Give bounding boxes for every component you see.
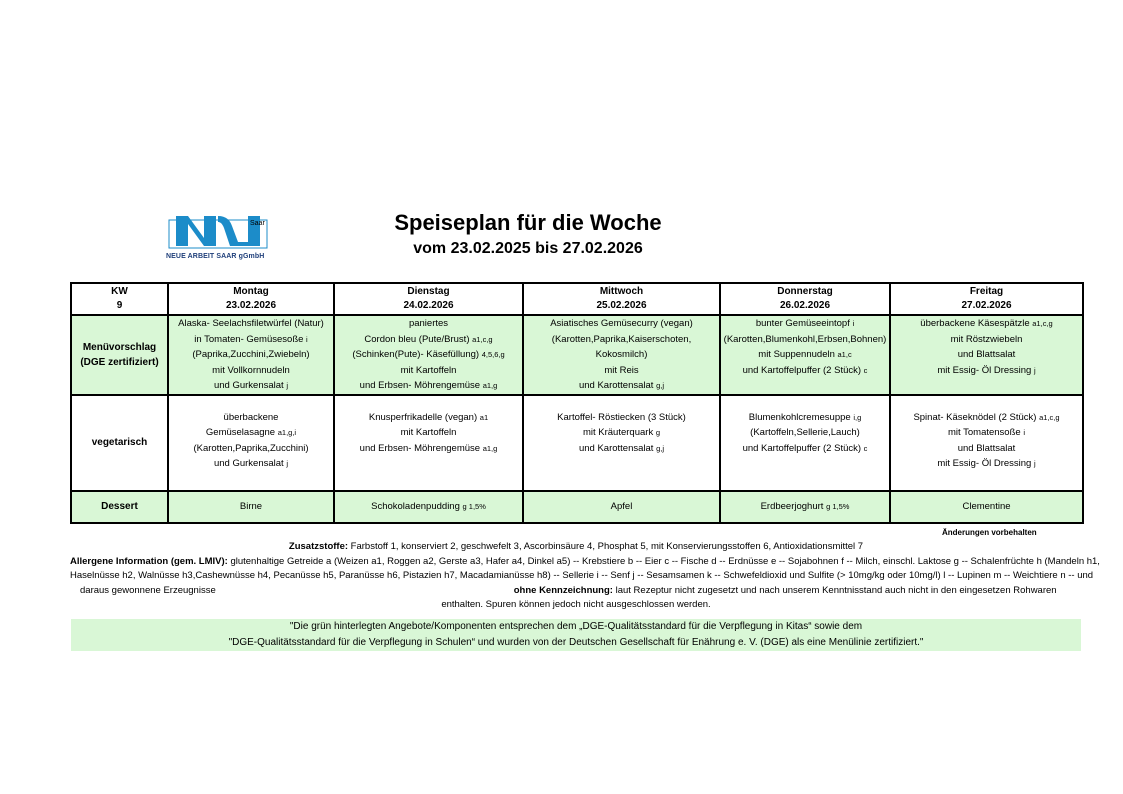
dish-text: mit Kartoffeln bbox=[400, 364, 457, 376]
dish-line bbox=[893, 363, 1080, 379]
menu-cell bbox=[334, 315, 523, 395]
allergen-codes: c bbox=[863, 365, 868, 375]
allergen-codes: i,g bbox=[853, 412, 862, 422]
day-name: Mittwoch bbox=[599, 286, 644, 297]
allergens-line-3 bbox=[70, 584, 1082, 599]
dish-text: mit Kartoffeln bbox=[400, 427, 457, 438]
dish-text: in Tomaten- Gemüsesoße bbox=[194, 333, 304, 345]
dish-line bbox=[893, 456, 1080, 472]
dish-line bbox=[723, 441, 887, 457]
dish-text: (Karotten,Paprika,Zucchini) bbox=[193, 442, 309, 454]
additives-label: Zusatzstoffe: bbox=[288, 541, 349, 552]
menu-label-line: (DGE zertifiziert) bbox=[80, 356, 159, 368]
dge-note-line-1: "Die grün hinterlegten Angebote/Komponenten entsprechen dem „DGE-Qualitätsstandard für die Verpflegung in Kitas“ sowie dem bbox=[289, 621, 863, 632]
dish-text: mit Vollkornnudeln bbox=[212, 364, 290, 376]
allergen-codes: g,j bbox=[656, 443, 665, 453]
dish-text: überbackene bbox=[223, 411, 279, 423]
title-main: Speiseplan für die Woche bbox=[394, 210, 662, 235]
dish-text: und Erbsen- Möhrengemüse bbox=[359, 442, 481, 454]
dish-line bbox=[723, 410, 887, 426]
kw-label: KW bbox=[111, 286, 128, 297]
kw-number: 9 bbox=[116, 300, 123, 311]
vegetarian-row bbox=[71, 395, 1083, 491]
dessert-cell bbox=[168, 491, 334, 523]
dish-text: mit Reis bbox=[604, 364, 639, 376]
dish-text: (Kartoffeln,Sellerie,Lauch) bbox=[750, 427, 860, 438]
dish-line bbox=[526, 347, 717, 363]
menu-cell bbox=[890, 315, 1083, 395]
dish-line bbox=[526, 425, 717, 441]
dish-text: (Karotten,Paprika,Kaiserschoten, bbox=[551, 333, 692, 345]
allergen-codes: c bbox=[863, 443, 868, 453]
allergen-codes: g 1,5% bbox=[462, 501, 486, 511]
dish-text: und Karottensalat bbox=[578, 442, 654, 454]
dessert-cell bbox=[334, 491, 523, 523]
dish-text: und Gurkensalat bbox=[213, 380, 284, 391]
vegetarian-cell bbox=[168, 395, 334, 491]
day-header bbox=[168, 283, 334, 315]
allergen-codes: i bbox=[852, 319, 855, 328]
menu-row-label bbox=[71, 315, 168, 395]
allergen-codes: a1 bbox=[479, 412, 489, 422]
allergen-codes: i bbox=[1023, 428, 1025, 437]
dish-line bbox=[893, 441, 1080, 457]
dish-line bbox=[893, 410, 1080, 426]
dish-text: Alaska- Seelachsfiletwürfel (Natur) bbox=[178, 318, 324, 329]
title-date-range: vom 23.02.2025 bis 27.02.2026 bbox=[413, 240, 643, 257]
dish-line bbox=[337, 425, 520, 441]
dessert-cell bbox=[720, 491, 890, 523]
allergen-codes: a1,g,i bbox=[277, 428, 297, 437]
dish-text: (Karotten,Blumenkohl,Erbsen,Bohnen) bbox=[723, 333, 887, 345]
dish-text: paniertes bbox=[408, 318, 449, 329]
dish-line bbox=[723, 316, 887, 332]
dish-line bbox=[893, 332, 1080, 348]
dish-line bbox=[723, 347, 887, 363]
additives-text: Farbstoff 1, konserviert 2, geschwefelt 3, Ascorbinsäure 4, Phosphat 5, mit Konservierungsstoffen 6, Antioxidationsmittel 7 bbox=[348, 541, 864, 552]
dessert-cell bbox=[890, 491, 1083, 523]
dessert-row-label: Dessert bbox=[71, 491, 168, 523]
dessert-text: Clementine bbox=[962, 500, 1011, 512]
allergens-line-2: Haselnüsse h2, Walnüsse h3,Cashewnüsse h4, Pecanüsse h5, Paranüsse h6, Pistazien h7, Macadamianüsse h8) -- Sellerie i -- Senf j -- Sesamsamen k -- Schwefeldioxid und Sulfite (> 10mg/kg oder 10mg/l) l -- Lupinen m -- Weichtiere n -- und bbox=[70, 570, 1094, 581]
dish-line bbox=[171, 363, 331, 379]
allergen-codes: i bbox=[306, 334, 308, 344]
dessert-text: Birne bbox=[239, 500, 263, 512]
menu-cell bbox=[168, 315, 334, 395]
no-mark-line-2: enthalten. Spuren können jedoch nicht ausgeschlossen werden. bbox=[441, 599, 711, 610]
allergen-codes: j bbox=[286, 459, 289, 468]
dish-line bbox=[171, 456, 331, 472]
dish-text: Kokosmilch) bbox=[595, 349, 648, 360]
dish-line bbox=[171, 441, 331, 457]
dish-line bbox=[171, 425, 331, 441]
allergens-label: Allergene Information (gem. LMIV): bbox=[70, 555, 228, 567]
day-date: 24.02.2026 bbox=[403, 300, 454, 311]
dish-text: mit Essig- Öl Dressing bbox=[937, 364, 1032, 376]
dish-line bbox=[171, 378, 331, 394]
dish-line bbox=[526, 332, 717, 348]
allergen-codes: j bbox=[1033, 459, 1036, 468]
dish-line bbox=[526, 316, 717, 332]
vegetarian-cell bbox=[720, 395, 890, 491]
changes-note: Änderungen vorbehalten bbox=[942, 528, 1037, 537]
dish-text: Blumenkohlcremesuppe bbox=[748, 411, 851, 423]
allergen-codes: a1,c,g bbox=[1032, 319, 1053, 328]
dish-text: überbackene Käsespätzle bbox=[920, 318, 1030, 329]
dessert-cell bbox=[523, 491, 720, 523]
no-mark-text: laut Rezeptur nicht zugesetzt und nach unserem Kenntnisstand auch nicht in den eingesetzen Rohwaren bbox=[612, 584, 1057, 596]
logo-graphic bbox=[166, 212, 270, 252]
dish-text: Cordon bleu (Pute/Brust) bbox=[364, 333, 470, 345]
vegetarian-cell bbox=[890, 395, 1083, 491]
dge-certification-note bbox=[71, 619, 1081, 651]
dish-line bbox=[337, 363, 520, 379]
dish-line bbox=[171, 347, 331, 363]
dish-line bbox=[171, 316, 331, 332]
allergens-line-1 bbox=[70, 555, 1100, 570]
dish-line bbox=[723, 425, 887, 441]
allergen-codes: g,j bbox=[656, 381, 665, 390]
menu-cell bbox=[523, 315, 720, 395]
dish-text: (Schinken(Pute)- Käsefüllung) bbox=[352, 349, 480, 360]
logo-org-text: NEUE ARBEIT SAAR gGmbH bbox=[166, 253, 265, 260]
dessert-text: Apfel bbox=[610, 500, 633, 512]
dish-text: Spinat- Käseknödel (2 Stück) bbox=[913, 411, 1037, 423]
dish-text: und Blattsalat bbox=[957, 442, 1016, 454]
dish-line bbox=[337, 378, 520, 394]
company-logo bbox=[166, 212, 276, 268]
day-header bbox=[720, 283, 890, 315]
dish-line bbox=[723, 332, 887, 348]
day-date: 26.02.2026 bbox=[779, 300, 831, 311]
day-date: 25.02.2026 bbox=[596, 300, 647, 311]
day-name: Montag bbox=[233, 286, 269, 297]
day-header bbox=[334, 283, 523, 315]
dish-line bbox=[526, 378, 717, 394]
dge-note-line-2: "DGE-Qualitätsstandard für die Verpflegung in Schulen“ und wurden von der Deutschen Gesellschaft für Enährung e. V. (DGE) als eine Menülinie zertifiziert." bbox=[228, 637, 924, 648]
dessert-text: Schokoladenpudding bbox=[371, 500, 460, 512]
dish-text: mit Suppennudeln bbox=[758, 349, 835, 360]
no-mark-label: ohne Kennzeichnung: bbox=[513, 584, 613, 596]
page-title bbox=[300, 210, 756, 258]
day-header bbox=[890, 283, 1083, 315]
allergens-text-end: daraus gewonnene Erzeugnisse bbox=[80, 584, 216, 596]
dish-line bbox=[893, 316, 1080, 332]
dish-text: und Gurkensalat bbox=[213, 458, 284, 469]
dish-text: mit Tomatensoße bbox=[947, 427, 1021, 438]
dish-line bbox=[337, 410, 520, 426]
dish-line bbox=[893, 347, 1080, 363]
additives-line bbox=[70, 540, 1082, 555]
dish-text: (Paprika,Zucchini,Zwiebeln) bbox=[192, 349, 310, 360]
menu-label-line: Menüvorschlag bbox=[82, 341, 157, 353]
dish-text: und Blattsalat bbox=[957, 349, 1016, 360]
dish-text: und Kartoffelpuffer (2 Stück) bbox=[742, 442, 862, 454]
header-row bbox=[71, 283, 1083, 315]
dish-line bbox=[337, 441, 520, 457]
day-date: 23.02.2026 bbox=[225, 300, 277, 311]
menu-cell bbox=[720, 315, 890, 395]
allergen-codes: a1,g bbox=[482, 443, 498, 453]
allergens-text: glutenhaltige Getreide a (Weizen a1, Roggen a2, Gerste a3, Hafer a4, Dinkel a5) -- Krebstiere b -- Eier c -- Fische d -- Erdnüsse e -- Sojabohnen f -- Milch, einschl. Laktose g -- Schalenfrüchte h (Mandeln h1, bbox=[227, 555, 1100, 567]
dish-text: bunter Gemüseeintopf bbox=[755, 318, 850, 329]
dish-line bbox=[337, 347, 520, 363]
allergen-codes: g 1,5% bbox=[826, 501, 850, 511]
day-header bbox=[523, 283, 720, 315]
allergen-codes: j bbox=[286, 381, 289, 390]
day-name: Donnerstag bbox=[777, 286, 833, 297]
dish-text: und Karottensalat bbox=[578, 380, 654, 391]
dish-text: Asiatisches Gemüsecurry (vegan) bbox=[550, 318, 693, 329]
dish-text: Gemüselasagne bbox=[205, 427, 276, 438]
dessert-text: Erdbeerjoghurt bbox=[760, 500, 824, 512]
dish-line bbox=[893, 425, 1080, 441]
dish-text: Knusperfrikadelle (vegan) bbox=[368, 411, 478, 423]
vegetarian-cell bbox=[523, 395, 720, 491]
dessert-row bbox=[71, 491, 1083, 523]
allergen-codes: a1,g bbox=[482, 381, 498, 390]
dish-line bbox=[171, 410, 331, 426]
vegetarian-cell bbox=[334, 395, 523, 491]
day-date: 27.02.2026 bbox=[961, 300, 1012, 311]
dish-line bbox=[171, 332, 331, 348]
dish-line bbox=[526, 410, 717, 426]
allergen-codes: 4,5,6,g bbox=[481, 350, 505, 359]
dish-text: mit Röstzwiebeln bbox=[950, 333, 1023, 345]
allergen-codes: a1,c,g bbox=[472, 334, 493, 344]
kw-cell bbox=[71, 283, 168, 315]
day-name: Freitag bbox=[969, 286, 1004, 297]
allergen-codes: g bbox=[655, 428, 661, 437]
legend bbox=[70, 540, 1100, 613]
vegetarian-row-label: vegetarisch bbox=[71, 395, 168, 491]
dish-line bbox=[526, 363, 717, 379]
day-name: Dienstag bbox=[407, 286, 450, 297]
menu-table bbox=[70, 282, 1084, 524]
dish-text: und Kartoffelpuffer (2 Stück) bbox=[742, 364, 862, 376]
dish-line bbox=[337, 332, 520, 348]
logo-sub-text: Saar bbox=[250, 220, 265, 227]
dish-text: mit Kräuterquark bbox=[582, 427, 654, 438]
menu-row bbox=[71, 315, 1083, 395]
dish-line bbox=[337, 316, 520, 332]
allergen-codes: a1,c,g bbox=[1039, 412, 1060, 422]
dish-line bbox=[723, 363, 887, 379]
allergen-codes: j bbox=[1033, 365, 1036, 375]
dish-text: mit Essig- Öl Dressing bbox=[937, 458, 1032, 469]
allergen-codes: a1,c bbox=[837, 350, 852, 359]
dish-text: und Erbsen- Möhrengemüse bbox=[359, 380, 481, 391]
dish-text: Kartoffel- Röstiecken (3 Stück) bbox=[557, 411, 686, 423]
dish-line bbox=[526, 441, 717, 457]
